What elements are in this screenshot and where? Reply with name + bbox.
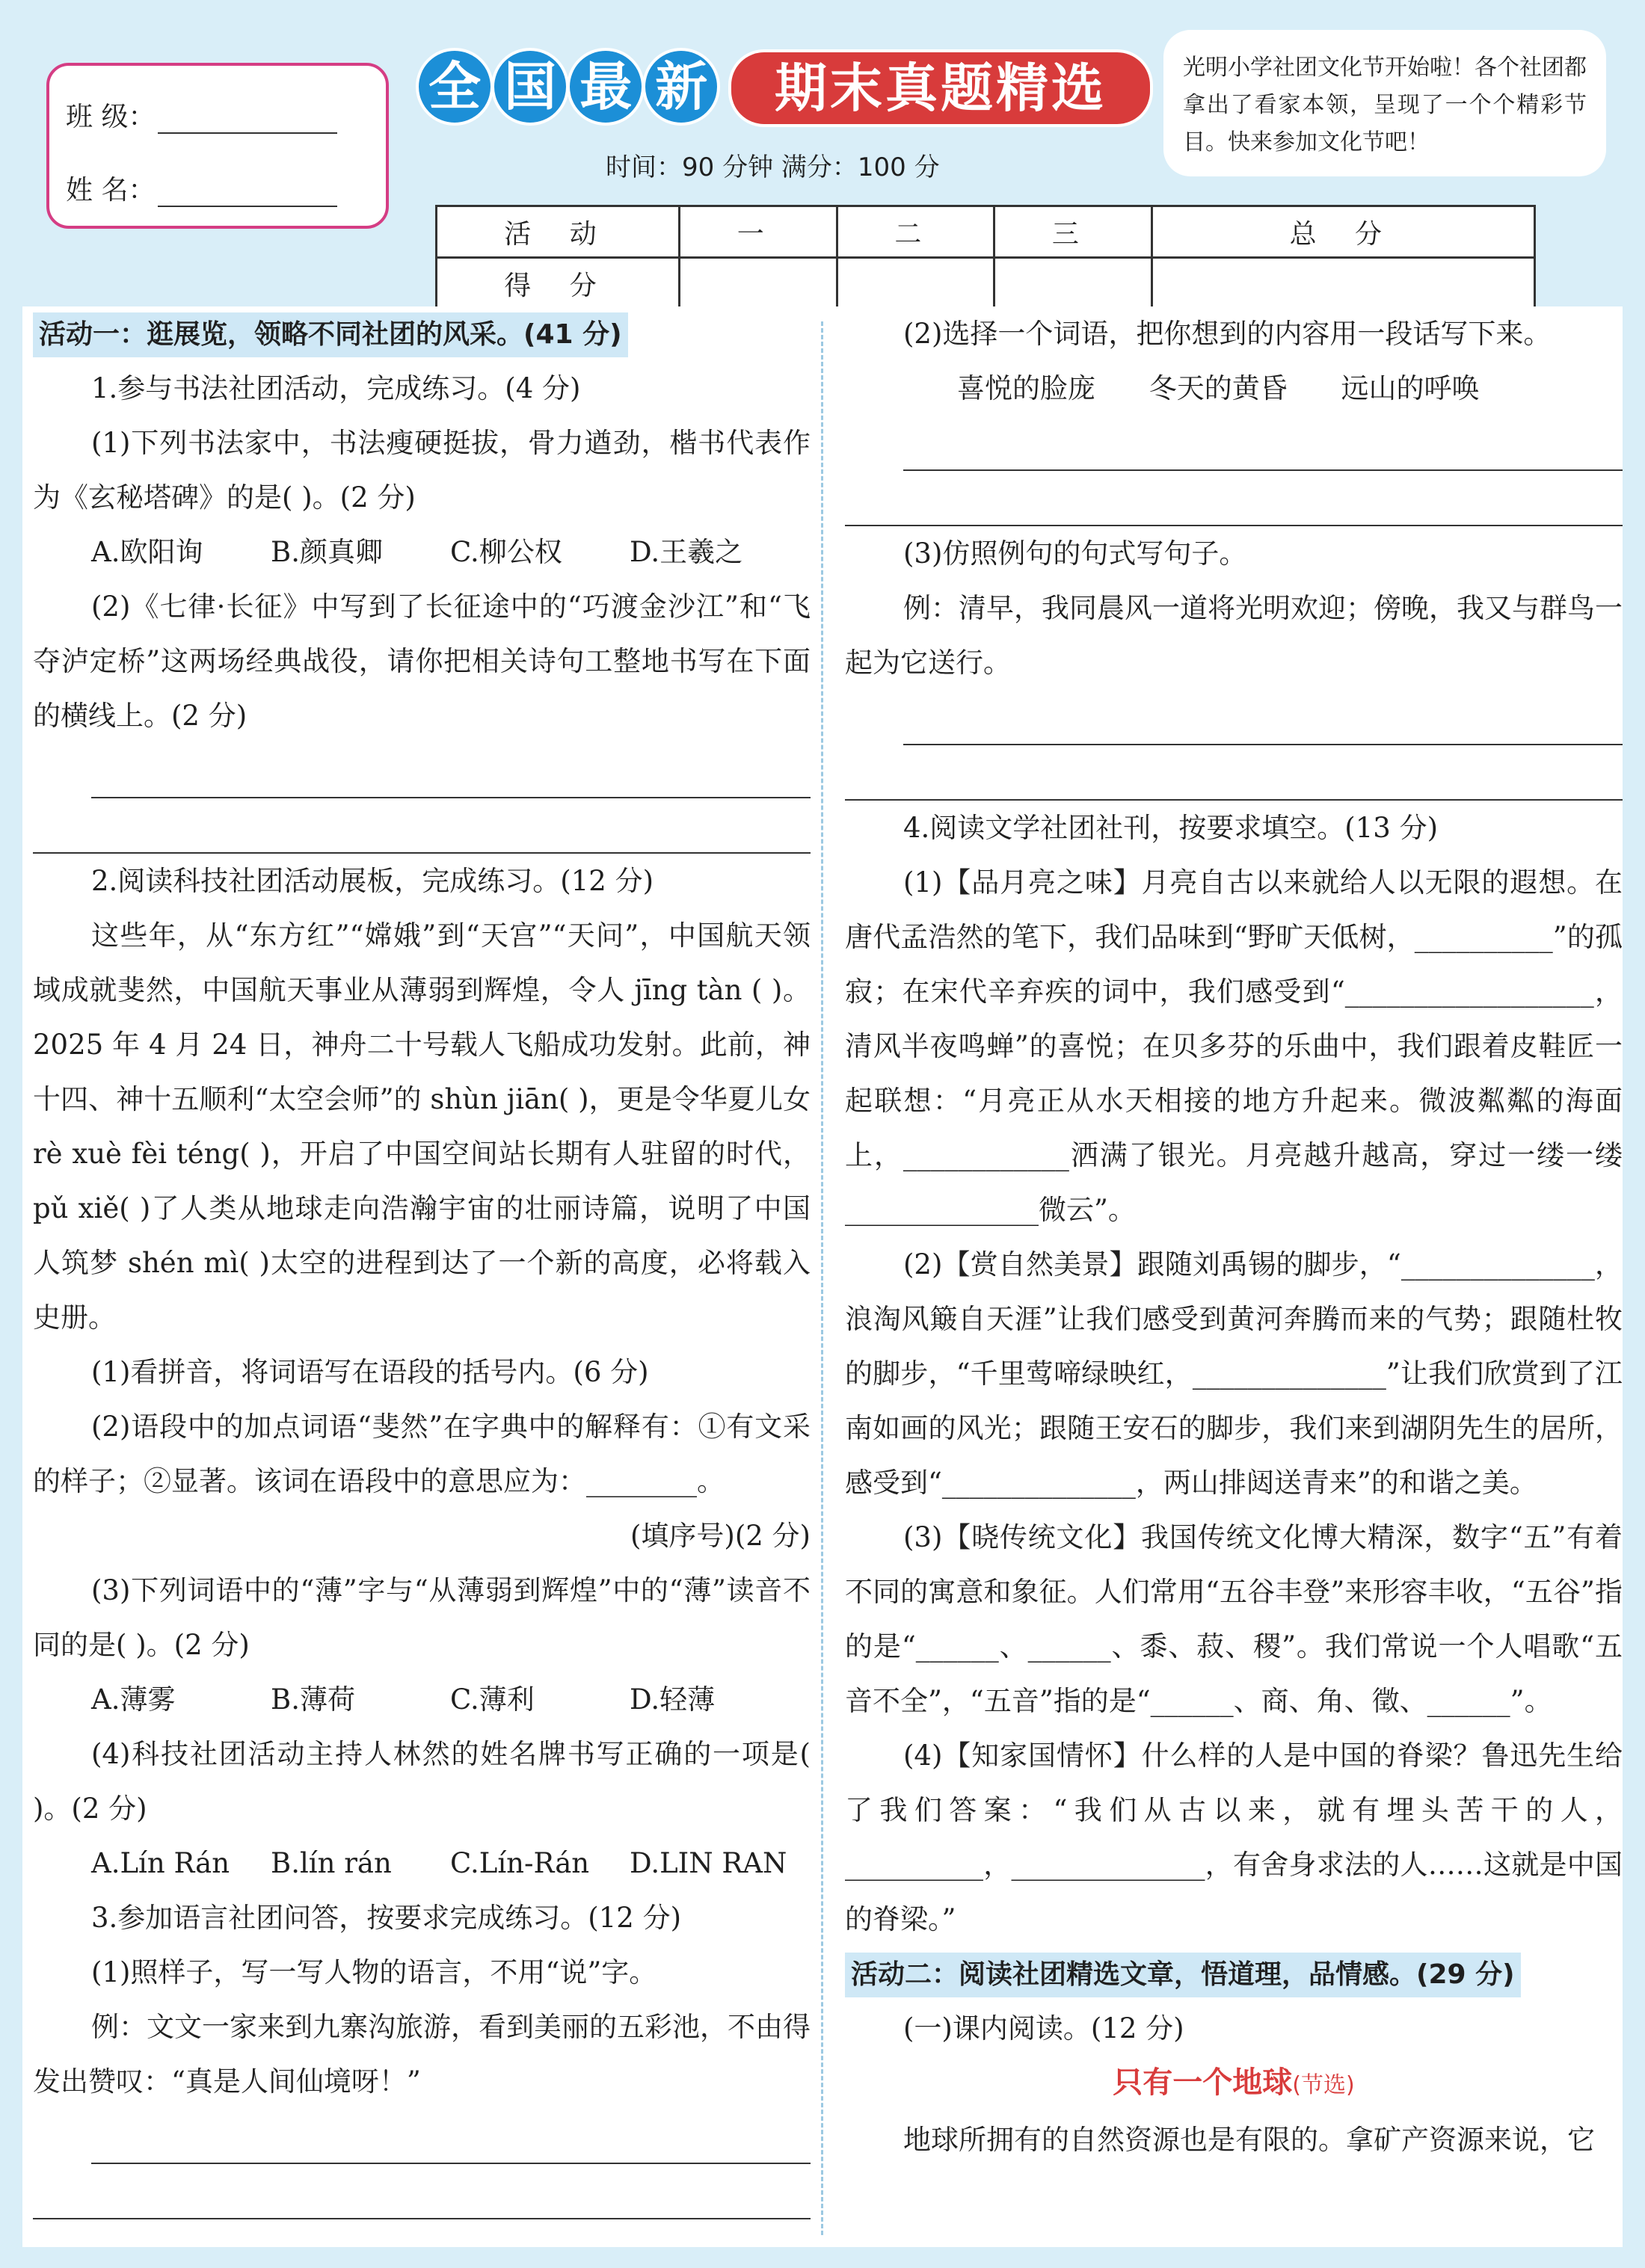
left-column [33, 306, 811, 2219]
question-1-2: (2)《七律·长征》中写到了长征途中的“巧渡金沙江”和“飞夺泸定桥”这两场经典战役，请你把相关诗句工整地书写在下面的横线上。(2 分) [33, 591, 811, 732]
score-head: 三 [994, 206, 1152, 258]
option[interactable]: D.轻薄 [630, 1683, 716, 1716]
time-info: 时间：90 分钟 满分：100 分 [606, 152, 940, 182]
score-table [435, 205, 1536, 310]
option[interactable]: D.LIN RAN [630, 1847, 787, 1879]
answer-line[interactable] [33, 2164, 811, 2219]
option[interactable]: C.柳公权 [450, 536, 562, 568]
question-2-3-options [33, 1672, 811, 1727]
question-1: 1.参与书法社团活动，完成练习。(4 分) [91, 372, 581, 404]
article-title [845, 2056, 1623, 2113]
option[interactable]: A.Lín Rán [91, 1847, 230, 1879]
article-title-note: (节选) [1292, 2072, 1355, 2098]
question-2: 2.阅读科技社团活动展板，完成练习。(12 分) [91, 865, 654, 897]
question-2-1: (1)看拼音，将词语写在语段的括号内。(6 分) [91, 1356, 649, 1388]
option[interactable]: B.颜真卿 [271, 536, 383, 568]
option[interactable]: C.薄利 [450, 1683, 535, 1716]
question-2-passage: 这些年，从“东方红”“嫦娥”到“天宫”“天问”，中国航天领域成就斐然，中国航天事业从薄弱到辉煌，令人 jīng tàn ( )。2025 年 4 月 24 日，神舟二十号载人飞船成功发射。此前，神十四、神十五顺利“太空会师”的 shùn jiān( )，更是令华夏儿女 rè xuè fèi téng( )，开启了中国空间站长期有人驻留的时代，pǔ xiě( )了人类从地球走向浩瀚宇宙的壮丽诗篇，说明了中国人筑梦 shén mì( )太空的进程到达了一个新的高度，必将载入史册。 [33, 919, 811, 1334]
answer-line[interactable] [91, 743, 811, 798]
answer-line[interactable] [903, 690, 1623, 745]
article-text: 地球所拥有的自然资源也是有限的。拿矿产资源来说，它 [903, 2124, 1595, 2156]
option[interactable]: B.薄荷 [271, 1683, 355, 1716]
option[interactable]: C.Lín-Rán [450, 1847, 590, 1879]
article-title-text: 只有一个地球 [1113, 2065, 1293, 2100]
answer-line[interactable] [845, 471, 1623, 526]
activity-two-heading: 活动二：阅读社团精选文章，悟道理，品情感。(29 分) [845, 1953, 1521, 1997]
option[interactable]: B.lín rán [271, 1847, 392, 1879]
score-head: 二 [837, 206, 994, 258]
score-head: 总 分 [1152, 206, 1534, 258]
score-cell[interactable] [837, 258, 994, 309]
answer-line[interactable] [903, 416, 1623, 471]
student-info-box [46, 63, 389, 229]
question-2-4-options [33, 1836, 811, 1890]
column-divider [821, 321, 823, 2235]
question-1-1-options [33, 525, 811, 579]
question-3-3: (3)仿照例句的句式写句子。 [903, 537, 1247, 570]
brand-title [416, 48, 1107, 130]
answer-line[interactable] [91, 2109, 811, 2164]
score-cell[interactable] [680, 258, 837, 309]
question-4-2: (2)【赏自然美景】跟随刘禹锡的脚步，“______________，浪淘风簸自天涯”让我们感受到黄河奔腾而来的气势；跟随杜牧的脚步，“千里莺啼绿映红，______________”让我们欣赏到了江南如画的风光；跟随王安石的脚步，我们来到湖阴先生的居所，感受到“______________，两山排闼送青来”的和谐之美。 [845, 1248, 1623, 1499]
intro-bubble [1163, 30, 1606, 176]
question-4-1: (1)【品月亮之味】月亮自古以来就给人以无限的遐想。在唐代孟浩然的笔下，我们品味到“野旷天低树，__________”的孤寂；在宋代辛弃疾的词中，我们感受到“__________________，清风半夜鸣蝉”的喜悦；在贝多芬的乐曲中，我们跟着皮鞋匠一起联想：“月亮正从水天相接的地方升起来。微波粼粼的海面上，____________洒满了银光。月亮越升越高，穿过一缕一缕______________微云”。 [845, 866, 1623, 1226]
class-label: 班 级： [66, 102, 156, 132]
option[interactable]: A.欧阳询 [91, 536, 203, 568]
name-label: 姓 名： [66, 175, 156, 206]
question-4: 4.阅读文学社团社刊，按要求填空。(13 分) [903, 812, 1439, 844]
option[interactable]: D.王羲之 [630, 536, 743, 568]
question-3-2-words: 喜悦的脸庞 冬天的黄昏 远山的呼唤 [957, 372, 1480, 404]
right-column [845, 306, 1623, 2167]
score-cell[interactable] [1152, 258, 1534, 309]
question-4-3: (3)【晓传统文化】我国传统文化博大精深，数字“五”有着不同的寓意和象征。人们常用“五谷丰登”来形容丰收，“五谷”指的是“______、______、黍、菽、稷”。我们常说一个人唱歌“五音不全”，“五音”指的是“______、商、角、徵、______”。 [845, 1521, 1623, 1717]
question-3-3-example: 例：清早，我同晨风一道将光明欢迎；傍晚，我又与群鸟一起为它送行。 [845, 592, 1623, 679]
question-3: 3.参加语言社团问答，按要求完成练习。(12 分) [91, 1902, 682, 1934]
question-3-1: (1)照样子，写一写人物的语言，不用“说”字。 [91, 1956, 657, 1988]
score-head: 一 [680, 206, 837, 258]
score-cell[interactable] [994, 258, 1152, 309]
question-2-3: (3)下列词语中的“薄”字与“从薄弱到辉煌”中的“薄”读音不同的是( )。(2 分) [33, 1574, 811, 1661]
question-3-1-example: 例：文文一家来到九寨沟旅游，看到美丽的五彩池，不由得发出赞叹：“真是人间仙境呀！” [33, 2011, 811, 2098]
option[interactable]: A.薄雾 [91, 1683, 176, 1716]
question-4-4: (4)【知家国情怀】什么样的人是中国的脊梁？鲁迅先生给了我们答案：“我们从古以来，就有埋头苦干的人，__________，______________，有舍身求法的人……这就是中国的脊梁。” [845, 1739, 1623, 1935]
question-3-2: (2)选择一个词语，把你想到的内容用一段话写下来。 [903, 318, 1552, 350]
page-header [0, 0, 1645, 306]
brand-subtitle: 期末真题精选 [728, 49, 1153, 127]
brand-char: 新 [642, 48, 720, 126]
exam-paper [22, 306, 1623, 2247]
brand-char: 国 [491, 48, 569, 126]
name-field[interactable] [66, 169, 337, 207]
score-label: 得 分 [437, 258, 680, 309]
class-field[interactable] [66, 96, 337, 134]
answer-line[interactable] [33, 798, 811, 854]
question-2-2-note: (填序号)(2 分) [630, 1520, 811, 1552]
section-1-title: (一)课内阅读。(12 分) [903, 2012, 1184, 2044]
activity-one-heading: 活动一：逛展览，领略不同社团的风采。(41 分) [33, 312, 628, 357]
answer-line[interactable] [845, 745, 1623, 801]
question-1-1: (1)下列书法家中，书法瘦硬挺拔，骨力遒劲，楷书代表作为《玄秘塔碑》的是( )。(2 分) [33, 427, 811, 514]
score-head: 活 动 [437, 206, 680, 258]
brand-char: 最 [567, 48, 645, 126]
intro-text: 光明小学社团文化节开始啦！各个社团都拿出了看家本领，呈现了一个个精彩节目。快来参加文化节吧！ [1183, 55, 1587, 155]
brand-char: 全 [416, 48, 494, 126]
question-2-2: (2)语段中的加点词语“斐然”在字典中的解释有：①有文采的样子；②显著。该词在语段中的意思应为：________。 [33, 1411, 811, 1497]
question-2-4: (4)科技社团活动主持人林然的姓名牌书写正确的一项是( )。(2 分) [33, 1738, 811, 1825]
